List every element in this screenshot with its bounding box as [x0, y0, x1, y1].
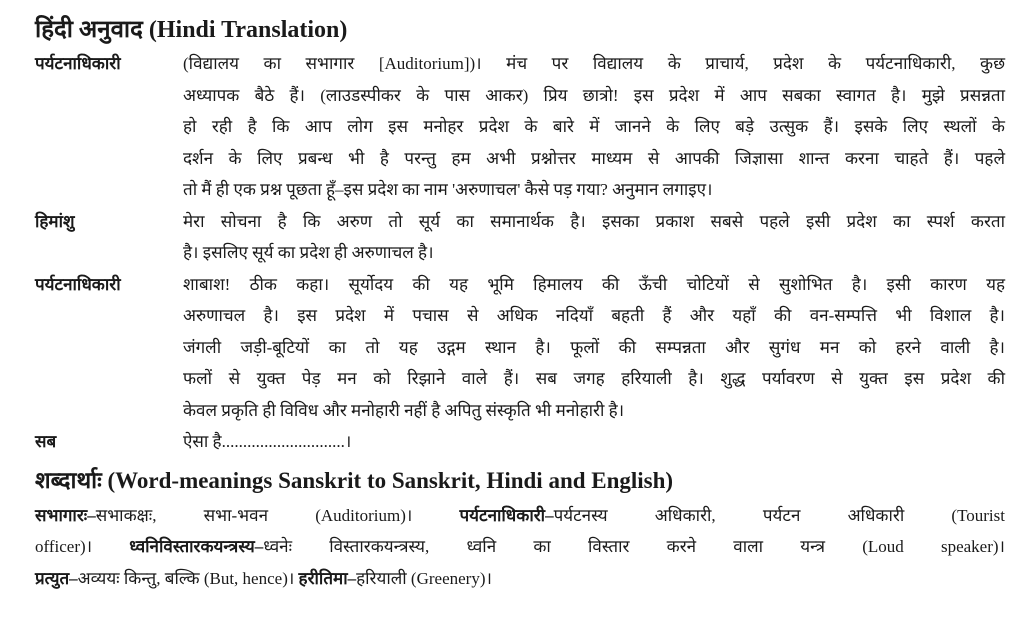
text-line: (विद्यालय का सभागार [Auditorium])। मंच पर विद्यालय के प्राचार्य, प्रदेश के पर्यटनाधिकारी, कुछ: [183, 54, 1005, 73]
word-meaning-line: [35, 563, 1005, 595]
text-line: जंगली जड़ी-बूटियों का तो यह उद्गम स्थान है। फूलों की सम्पन्नता और सुगंध मन को हरने वाली है।: [183, 337, 1005, 357]
text-line: दर्शन के लिए प्रबन्ध भी है परन्तु हम अभी प्रश्नोत्तर माध्यम से आपकी जिज्ञासा शान्त करना चाहते हैं। पहले: [183, 148, 1005, 168]
text-line: है। इसलिए सूर्य का प्रदेश ही अरुणाचल है।: [183, 243, 434, 262]
speaker-name: पर्यटनाधिकारी: [35, 274, 121, 294]
term: प्रत्युत–: [35, 568, 78, 588]
text-line: केवल प्रकृति ही विविध और मनोहारी नहीं है अपितु संस्कृति भी मनोहारी है।: [183, 400, 625, 420]
meaning: ध्वनेः विस्तारकयन्त्रस्य, ध्वनि का विस्तार करने वाला यन्त्र (Loud speaker)।: [263, 537, 1005, 556]
dialogue-entry: [35, 206, 1005, 269]
page-title: हिंदी अनुवाद (Hindi Translation): [35, 17, 348, 43]
term: ध्वनिविस्तारकयन्त्रस्य–: [129, 537, 264, 556]
term: पर्यटनाधिकारी–: [459, 505, 554, 525]
speaker-name: हिमांशु: [35, 211, 75, 231]
text-line: फलों से युक्त पेड़ मन को रिझाने वाले हैं। सब जगह हरियाली है। शुद्ध पर्यावरण से युक्त इस प्रदेश की: [183, 369, 1005, 388]
term: सभागारः–: [35, 505, 96, 525]
speech-text: [183, 48, 1005, 206]
word-meaning-line: [35, 500, 1005, 532]
text-line: तो मैं ही एक प्रश्न पूछता हूँ–इस प्रदेश का नाम 'अरुणाचल' कैसे पड़ गया? अनुमान लगाइए।: [183, 180, 713, 199]
speaker-name: पर्यटनाधिकारी: [35, 54, 121, 73]
meaning: पर्यटनस्य अधिकारी, पर्यटन अधिकारी (Tourist: [553, 505, 1005, 525]
text-line: मेरा सोचना है कि अरुण तो सूर्य का समानार्थक है। इसका प्रकाश सबसे पहले इसी प्रदेश का स्पर्श करता: [183, 211, 1005, 231]
text-line: हो रही है कि आप लोग इस मनोहर प्रदेश के बारे में जानने के लिए बड़े उत्सुक हैं। इसके लिए स्थलों के: [183, 117, 1005, 136]
speech-text: [183, 426, 1005, 458]
text-line: ऐसा है.............................।: [183, 432, 352, 451]
text-line: अरुणाचल है। इस प्रदेश में पचास से अधिक नदियाँ बहती हैं और यहाँ की वन-सम्पत्ति भी विशाल है।: [183, 306, 1005, 325]
text-line: अध्यापक बैठे हैं। (लाउडस्पीकर के पास आकर) प्रिय छात्रो! इस प्रदेश में आप सबका स्वागत है। मुझे प्रसन्नता: [183, 85, 1005, 105]
speech-text: [183, 269, 1005, 427]
text-line: शाबाश! ठीक कहा। सूर्योदय की यह भूमि हिमालय की ऊँची चोटियों से सुशोभित है। इसी कारण यह: [183, 274, 1005, 294]
speaker-name: सब: [35, 432, 57, 451]
dialogue: [35, 48, 1005, 458]
speech-text: [183, 206, 1005, 269]
dialogue-entry: [35, 426, 1005, 458]
term: हरीतिमा–: [298, 568, 357, 588]
dialogue-entry: [35, 48, 1005, 206]
meaning: सभाकक्षः, सभा-भवन (Auditorium)।: [95, 505, 460, 525]
dialogue-entry: [35, 269, 1005, 427]
meaning: हरियाली (Greenery)।: [356, 568, 492, 588]
meaning: अव्ययः किन्तु, बल्कि (But, hence)।: [77, 568, 299, 588]
word-meanings-heading: शब्दार्थाः (Word-meanings Sanskrit to Sanskrit, Hindi and English): [35, 467, 674, 493]
meaning: officer)।: [35, 537, 130, 556]
word-meanings-section: [35, 464, 1005, 595]
word-meaning-line: [35, 531, 1005, 563]
